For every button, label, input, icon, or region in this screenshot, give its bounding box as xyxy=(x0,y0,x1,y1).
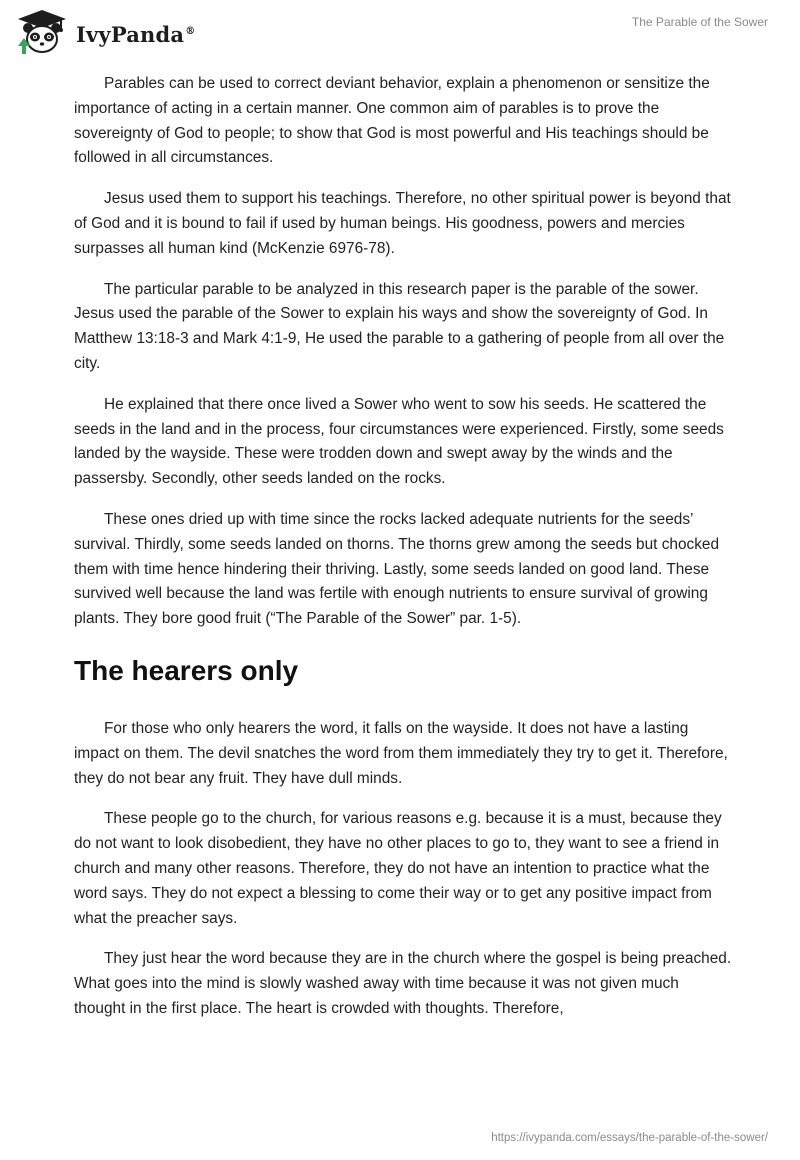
section-heading: The hearers only xyxy=(74,654,299,686)
paragraph: He explained that there once lived a Sower who went to sow his seeds. He scattered the seeds in the land and in the process, four circumstances were experienced. Firstly, some seeds landed by the wayside. These were trodden down and swept away by the winds and the passersby. Secondly, other seeds landed on the rocks. xyxy=(74,395,724,488)
paragraph: These ones dried up with time since the rocks lacked adequate nutrients for the seeds’ survival. Thirdly, some seeds landed on thorns. The thorns grew among the seeds but chocked them with time hence hindering their thriving. Lastly, some seeds landed on good land. These survived well because the land was fertile with enough nutrients to ensure survival of growing plants. They bore good fruit (“The Parable of the Sower” par. 1-5). xyxy=(74,510,720,628)
document-title: The Parable of the Sower xyxy=(631,15,768,29)
paragraph: They just hear the word because they are in the church where the gospel is being preached. What goes into the mind is slowly washed away with time because it was not given much thought in the first place. The heart is crowded with thoughts. Therefore, xyxy=(74,950,732,1017)
paragraph: For those who only hearers the word, it falls on the wayside. It does not have a lasting impact on them. The devil snatches the word from them immediately they try to get it. Therefore, they do not bear any fruit. They have dull minds. xyxy=(74,719,728,787)
source-url-link[interactable]: https://ivypanda.com/essays/the-parable-of-the-sower/ xyxy=(491,1132,768,1144)
essay-content xyxy=(74,72,734,1038)
page-header xyxy=(0,0,800,64)
paragraph: The particular parable to be analyzed in this research paper is the parable of the sower. Jesus used the parable of the Sower to explain his ways and show the sovereignty of God. In Matthew 13:18-3 and Mark 4:1-9, He used the parable to a gathering of people from all over the city. xyxy=(74,280,725,372)
brand-name: IvyPanda® xyxy=(76,21,196,47)
paragraph: These people go to the church, for various reasons e.g. because it is a must, because they do not want to look disobedient, they have no other places to go to, they want to see a friend in church and many other reasons. Therefore, they do not have an intention to practice what the word says. They do not expect a blessing to come their way or to get any positive impact from what the preacher says. xyxy=(74,810,722,927)
paragraph: Parables can be used to correct deviant behavior, explain a phenomenon or sensitize the importance of acting in a certain manner. One common aim of parables is to prove the sovereignty of God to people; to show that God is most powerful and His teachings should be followed in all circumstances. xyxy=(74,75,710,167)
panda-graduate-icon xyxy=(14,8,70,56)
paragraph: Jesus used them to support his teachings. Therefore, no other spiritual power is beyond that of God and it is bound to fail if used by human beings. His goodness, powers and mercies surpasses all human kind (McKenzie 6976-78). xyxy=(74,190,731,257)
brand-logo[interactable] xyxy=(14,8,195,56)
